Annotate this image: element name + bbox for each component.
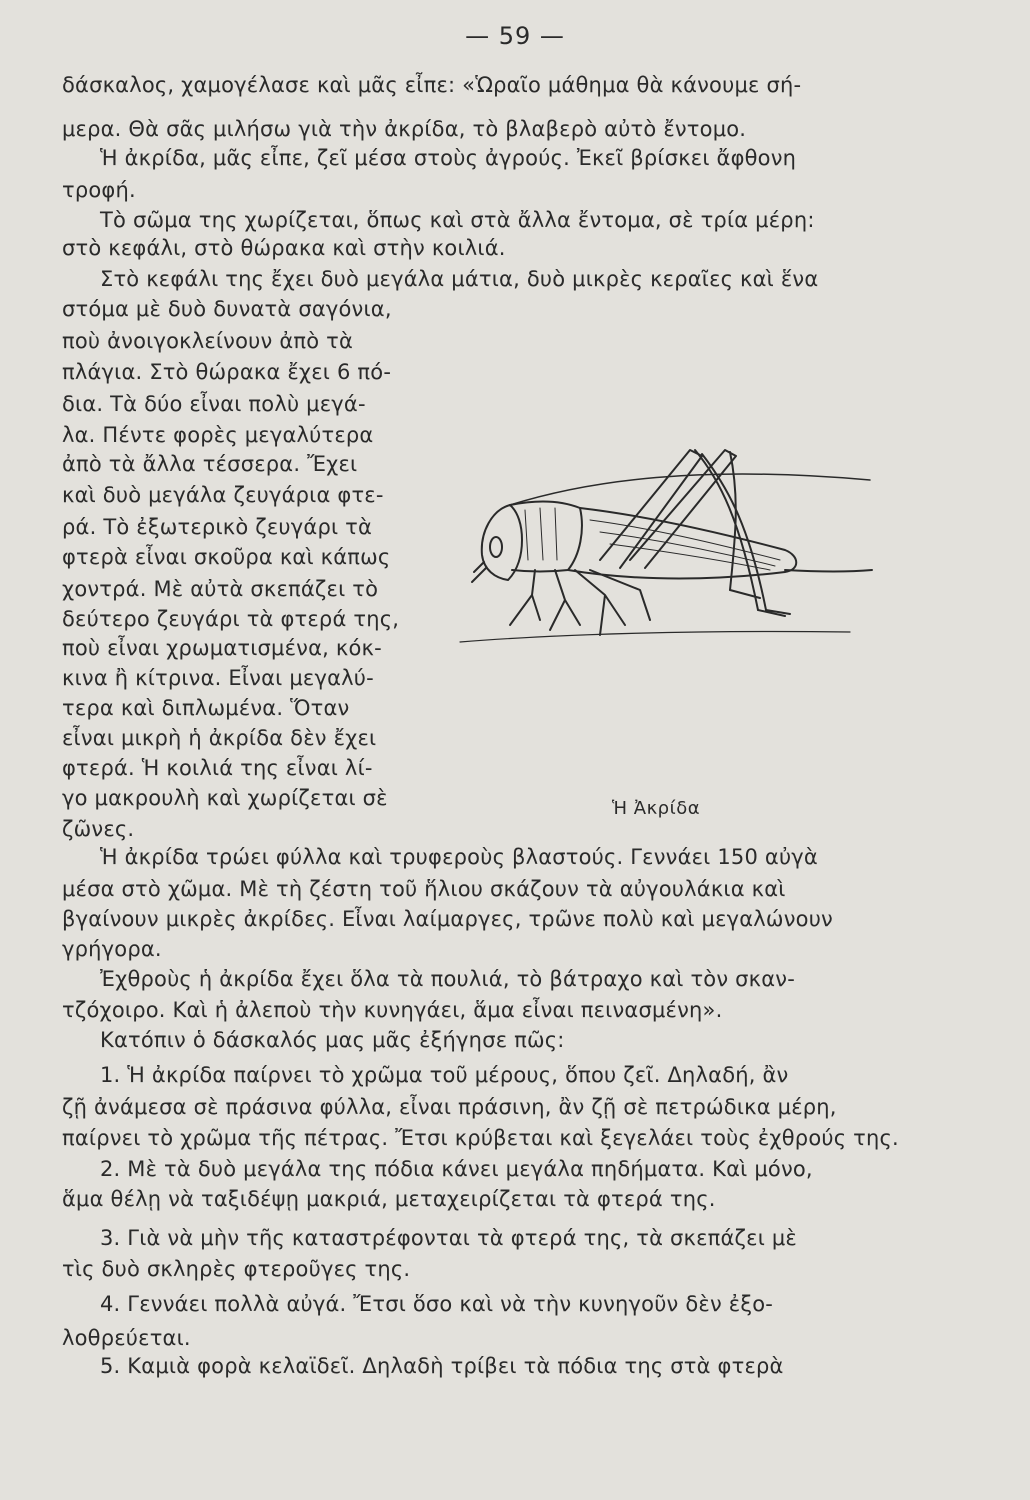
text-line: 1. Ἡ ἀκρίδα παίρνει τὸ χρῶμα τοῦ μέρους, ὅπου ζεῖ. Δηλαδή, ἂν [100,1063,789,1087]
text-line: Κατόπιν ὁ δάσκαλός μας μᾶς ἐξήγησε πῶς: [100,1028,565,1052]
text-line: τζόχοιρο. Καὶ ἡ ἀλεποὺ τὴν κυνηγάει, ἅμα εἶναι πεινασμένη». [62,998,723,1022]
text-line: ρά. Τὸ ἐξωτερικὸ ζευγάρι τὰ [62,515,373,539]
text-line: κινα ἢ κίτρινα. Εἶναι μεγαλύ- [62,666,374,690]
text-line: στόμα μὲ δυὸ δυνατὰ σαγόνια, [62,297,392,321]
text-line: Στὸ κεφάλι της ἔχει δυὸ μεγάλα μάτια, δυὸ μικρὲς κεραῖες καὶ ἕνα [100,267,819,291]
text-line: φτερὰ εἶναι σκοῦρα καὶ κάπως [62,545,391,569]
text-line: στὸ κεφάλι, στὸ θώρακα καὶ στὴν κοιλιά. [62,236,506,260]
text-line: 5. Καμιὰ φορὰ κελαϊδεῖ. Δηλαδὴ τρίβει τὰ πόδια της στὰ φτερὰ [100,1354,784,1378]
text-line: τὶς δυὸ σκληρὲς φτεροῦγες της. [62,1257,411,1281]
figure-caption: Ἡ Ἀκρίδα [612,798,701,819]
text-line: γο μακρουλὴ καὶ χωρίζεται σὲ [62,786,388,810]
text-line: Ἡ ἀκρίδα, μᾶς εἶπε, ζεῖ μέσα στοὺς ἀγρούς. Ἐκεῖ βρίσκει ἄφθονη [100,146,797,170]
grasshopper-illustration [440,420,880,660]
text-line: δεύτερο ζευγάρι τὰ φτερά της, [62,607,400,631]
text-line: καὶ δυὸ μεγάλα ζευγάρια φτε- [62,483,384,507]
text-line: τερα καὶ διπλωμένα. Ὅταν [62,696,350,720]
text-line: ζῇ ἀνάμεσα σὲ πράσινα φύλλα, εἶναι πράσινη, ἂν ζῇ σὲ πετρώδικα μέρη, [62,1095,837,1119]
text-line: 2. Μὲ τὰ δυὸ μεγάλα της πόδια κάνει μεγάλα πηδήματα. Καὶ μόνο, [100,1157,813,1181]
text-line: παίρνει τὸ χρῶμα τῆς πέτρας. Ἔτσι κρύβεται καὶ ξεγελάει τοὺς ἐχθρούς της. [62,1126,899,1150]
text-line: 4. Γεννάει πολλὰ αὐγά. Ἔτσι ὅσο καὶ νὰ τὴν κυνηγοῦν δὲν ἐξο- [100,1292,774,1316]
text-line: Ἡ ἀκρίδα τρώει φύλλα καὶ τρυφεροὺς βλαστούς. Γεννάει 150 αὐγὰ [100,845,818,869]
text-line: 3. Γιὰ νὰ μὴν τῆς καταστρέφονται τὰ φτερά της, τὰ σκεπάζει μὲ [100,1226,797,1250]
text-line: λα. Πέντε φορὲς μεγαλύτερα [62,423,374,447]
text-line: ποὺ ἀνοιγοκλείνουν ἀπὸ τὰ [62,329,354,353]
text-line: ποὺ εἶναι χρωματισμένα, κόκ- [62,636,382,660]
text-line: φτερά. Ἡ κοιλιά της εἶναι λί- [62,756,373,780]
text-line: χοντρά. Μὲ αὐτὰ σκεπάζει τὸ [62,577,379,601]
text-line: Τὸ σῶμα της χωρίζεται, ὅπως καὶ στὰ ἄλλα ἔντομα, σὲ τρία μέρη: [100,208,815,232]
text-line: ἅμα θέλῃ νὰ ταξιδέψῃ μακριά, μεταχειρίζεται τὰ φτερά της. [62,1187,716,1211]
text-line: γρήγορα. [62,937,162,961]
grasshopper-icon [440,420,880,660]
text-line: μερα. Θὰ σᾶς μιλήσω γιὰ τὴν ἀκρίδα, τὸ βλαβερὸ αὐτὸ ἔντομο. [62,117,747,141]
text-line: πλάγια. Στὸ θώρακα ἔχει 6 πό- [62,360,392,384]
text-line: Ἐχθροὺς ἡ ἀκρίδα ἔχει ὅλα τὰ πουλιά, τὸ βάτραχο καὶ τὸν σκαν- [100,967,795,991]
text-line: λοθρεύεται. [62,1326,191,1350]
text-line: βγαίνουν μικρὲς ἀκρίδες. Εἶναι λαίμαργες, τρῶνε πολὺ καὶ μεγαλώνουν [62,907,833,931]
text-line: δια. Τὰ δύο εἶναι πολὺ μεγά- [62,392,366,416]
text-line: τροφή. [62,178,136,202]
text-line: δάσκαλος, χαμογέλασε καὶ μᾶς εἶπε: «Ὡραῖο μάθημα θὰ κάνουμε σή- [62,73,802,97]
text-line: εἶναι μικρὴ ἡ ἀκρίδα δὲν ἔχει [62,726,377,750]
page-number: — 59 — [465,22,565,50]
text-line: μέσα στὸ χῶμα. Μὲ τὴ ζέστη τοῦ ἥλιου σκάζουν τὰ αὐγουλάκια καὶ [62,877,786,901]
text-line: ζῶνες. [62,817,135,841]
text-line: ἀπὸ τὰ ἄλλα τέσσερα. Ἔχει [62,452,358,476]
